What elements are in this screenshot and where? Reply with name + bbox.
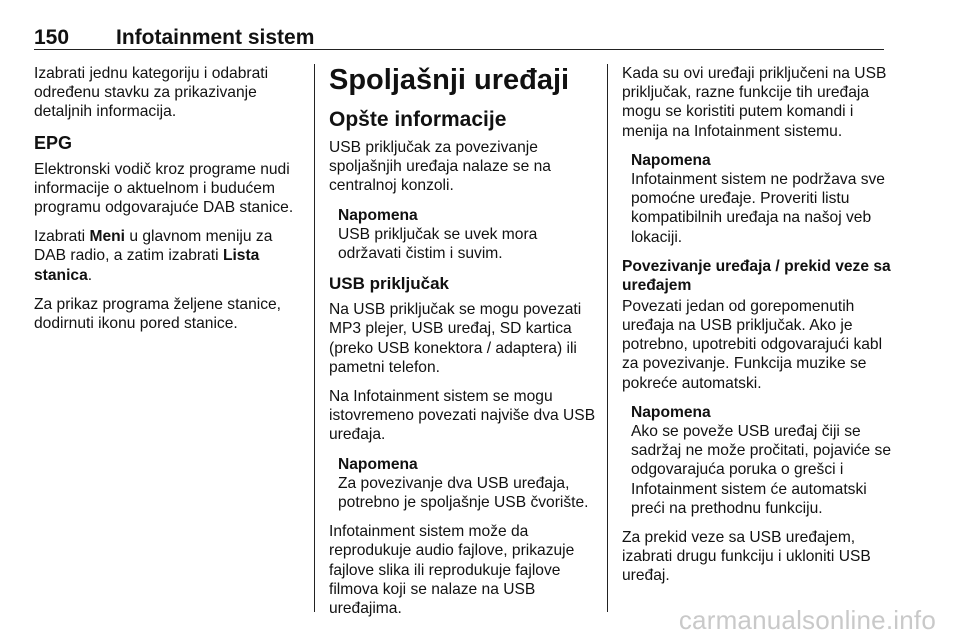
- running-title: Infotainment sistem: [116, 26, 315, 49]
- section-heading: Opšte informacije: [329, 108, 507, 131]
- note-text: Infotainment sistem ne podržava sve pomoćne uređaje. Proveriti listu kompatibilnih uređaja na našoj veb lokaciji.: [631, 171, 885, 246]
- paragraph: USB priključak za povezivanje spoljašnjih uređaja nalaze se na centralnoj konzoli.: [329, 139, 551, 195]
- note-text: Ako se poveže USB uređaj čiji se sadržaj ne može pročitati, pojaviće se odgovarajuća poruka o grešci i Infotainment sistem će automatski preći na prethodnu funkciju.: [631, 423, 892, 517]
- watermark: carmanualsonline.info: [678, 605, 936, 635]
- note-box: [338, 206, 599, 264]
- page-header: [34, 27, 884, 50]
- column-middle: [329, 64, 599, 628]
- paragraph: Za prikaz programa željene stanice, dodirnuti ikonu pored stanice.: [34, 295, 282, 333]
- note-title: Napomena: [631, 403, 711, 421]
- column-divider: [314, 64, 315, 612]
- subsection-heading: USB priključak: [329, 274, 449, 294]
- page-number: 150: [34, 26, 70, 49]
- text: .: [87, 266, 93, 284]
- menu-term: Meni: [89, 228, 126, 246]
- note-title: Napomena: [338, 206, 418, 224]
- paragraph: Na USB priključak se mogu povezati MP3 plejer, USB uređaj, SD kartica (preko USB konektora / adaptera) ili pametni telefon.: [329, 301, 582, 376]
- text: Izabrati: [34, 228, 90, 246]
- column-right: [622, 64, 892, 596]
- paragraph: Izabrati jednu kategoriju i odabrati određenu stavku za prikazivanje detaljnih informacija.: [34, 65, 269, 121]
- paragraph-instruction: [34, 227, 304, 285]
- text: u glavnom meniju za DAB radio, a zatim izabrati: [34, 228, 273, 265]
- note-title: Napomena: [338, 455, 418, 473]
- subsection-heading: Povezivanje uređaja / prekid veze sa uređajem: [622, 257, 891, 294]
- note-text: USB priključak se uvek mora održavati čistim i suvim.: [338, 225, 538, 263]
- column-divider: [607, 64, 608, 612]
- paragraph: Kada su ovi uređaji priključeni na USB priključak, razne funkcije tih uređaja mogu se koristiti putem komandi i menija na Infotainment sistemu.: [622, 65, 887, 140]
- paragraph: Infotainment sistem može da reprodukuje audio fajlove, prikazuje fajlove slika ili reprodukuje fajlove filmova koji se nalaze na USB uređajima.: [329, 523, 575, 618]
- paragraph: Povezati jedan od gorepomenutih uređaja na USB priključak. Ako je potrebno, upotrebiti odgovarajući kabl za povezivanje. Funkcija muzike se pokreće automatski.: [622, 297, 883, 392]
- paragraph: Na Infotainment sistem se mogu istovremeno povezati najviše dva USB uređaja.: [329, 388, 596, 444]
- note-title: Napomena: [631, 151, 711, 169]
- section-heading-epg: EPG: [34, 132, 73, 153]
- menu-term: Lista stanica: [34, 247, 260, 284]
- column-left: [34, 64, 304, 343]
- note-text: Za povezivanje dva USB uređaja, potrebno je spoljašnje USB čvorište.: [338, 474, 589, 512]
- note-box: [631, 151, 892, 247]
- paragraph: Za prekid veze sa USB uređajem, izabrati drugu funkciju i ukloniti USB uređaj.: [622, 529, 871, 585]
- note-box: [631, 403, 892, 518]
- chapter-title: Spoljašnji uređaji: [329, 64, 570, 96]
- paragraph: Elektronski vodič kroz programe nudi informacije o aktuelnom i budućem programu odgovarajuće DAB stanice.: [34, 160, 294, 217]
- note-box: [338, 455, 599, 513]
